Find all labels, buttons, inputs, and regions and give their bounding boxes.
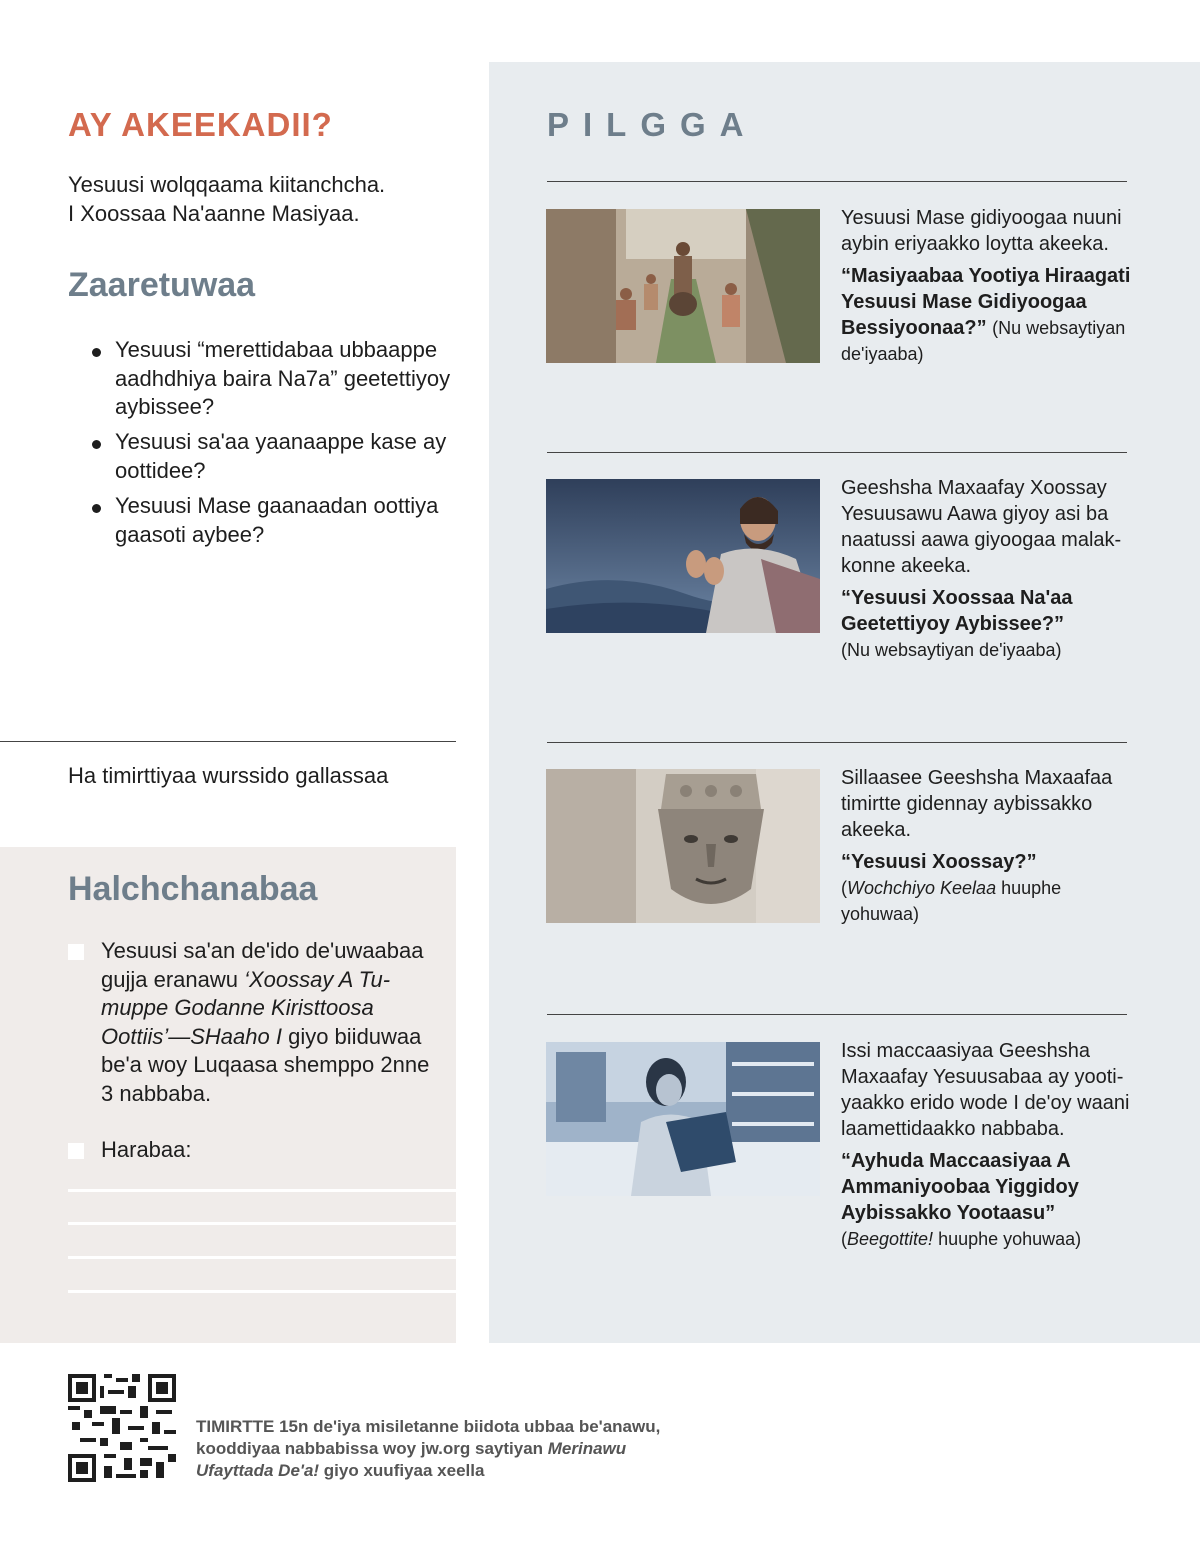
ask-title: AY AKEEKADII? <box>68 106 333 143</box>
resource-description: Issi maccaasiyaa Geeshsha Maxaafay Yesuusabaa ay yootiyaakko erido wode I de'oy waani laamettidaakko nabbaba. <box>841 1040 1130 1140</box>
practice-task-2: Harabaa: <box>101 1137 192 1162</box>
divider <box>0 741 456 742</box>
writing-line[interactable] <box>68 1290 456 1293</box>
practice-task-1 <box>101 937 431 1108</box>
resource-item <box>841 765 1131 927</box>
resource-description: Geeshsha Maxaafay Xoossay Yesuusawu Aawa giyoy asi ba naatussi aawa giyoogaa malakkonne akeeka. <box>841 477 1122 577</box>
intro-line-2: I Xoossaa Na'aanne Masiyaa. <box>68 201 360 226</box>
question-text: Yesuusi sa'aa yaanaappe kase ay oottidee? <box>115 429 447 483</box>
completion-date-label: Ha timirttiyaa wurssido gallassaa <box>68 763 389 788</box>
resource-link-title[interactable]: “Yesuusi Xoossaa Na'aa Geetettiyoy Aybissee?” <box>841 587 1073 635</box>
resource-item <box>841 475 1131 663</box>
resource-description: Yesuusi Mase gidiyoogaa nuuni aybin eriyaakko loytta akeeka. <box>841 207 1122 255</box>
divider <box>547 742 1127 743</box>
resource-source: (Nu websaytiyan de'iyaaba) <box>841 640 1062 660</box>
bullet-icon <box>92 440 101 449</box>
divider <box>547 1014 1127 1015</box>
resource-source: (Beegottite! huuphe yohuwaa) <box>841 1229 1082 1249</box>
resource-item <box>841 1038 1131 1252</box>
triumphal-entry-image[interactable] <box>546 209 820 363</box>
consider-title: Zaaretuwaa <box>68 266 256 304</box>
explore-title: PILGGA <box>547 106 758 143</box>
checkbox[interactable] <box>68 1143 84 1159</box>
woman-reading-image[interactable] <box>546 1042 820 1196</box>
question-text: Yesuusi Mase gaanaadan oottiya gaasoti aybee? <box>115 493 439 547</box>
footer-note: TIMIRTTE 15n de'iya misiletanne biidota ubbaa be'anawu, kooddiyaa nabbabissa woy jw.org saytiyan Merinawu Ufayttada De'a! giyo xuufiyaa xeella <box>196 1417 661 1480</box>
task-video-title: ‘Xoossay A Tumuppe Godanne Kiristtoosa Oottiis’—SHaaho I <box>101 966 391 1049</box>
bullet-icon <box>92 504 101 513</box>
writing-line[interactable] <box>68 1256 456 1259</box>
intro-line-1: Yesuusi wolqqaama kiitanchcha. <box>68 172 386 197</box>
task-text: Yesuusi sa'an de'ido de'uwaabaa gujja eranawu <box>101 938 424 992</box>
question-item <box>92 428 485 485</box>
bullet-icon <box>92 348 101 357</box>
resource-link-title[interactable]: “Yesuusi Xoossay?” <box>841 851 1037 873</box>
trinity-sculpture-image[interactable] <box>546 769 820 923</box>
resource-item <box>841 205 1131 367</box>
resource-link-title[interactable]: “Ayhuda Maccaasiyaa A Ammaniyoobaa Yiggidoy Aybissakko Yootaasu” <box>841 1150 1079 1224</box>
checkbox[interactable] <box>68 944 84 960</box>
resource-link-title[interactable]: “Masiyaabaa Yootiya Hiraagati Yesuusi Mase Gidiyoogaa Bessiyoonaa?” <box>841 265 1131 339</box>
resource-description: Sillaasee Geeshsha Maxaafaa timirtte gidennay aybissakko akeeka. <box>841 767 1113 841</box>
question-item <box>92 492 485 549</box>
resource-source: (Wochchiyo Keelaa huuphe yohuwaa) <box>841 878 1062 924</box>
divider <box>547 181 1127 182</box>
writing-line[interactable] <box>68 1222 456 1225</box>
writing-line[interactable] <box>68 1189 456 1192</box>
question-item <box>92 336 485 422</box>
divider <box>547 452 1127 453</box>
resource-source: (Nu websaytiyan de'iyaaba) <box>841 318 1126 364</box>
jesus-praying-image[interactable] <box>546 479 820 633</box>
practice-title: Halchchanabaa <box>68 870 318 908</box>
task-text: giyo biiduwaa be'a woy Luqaasa shemppo 2nne 3 nabbaba. <box>101 1023 430 1106</box>
question-text: Yesuusi “merettidabaa ubbaappe aadhdhiya baira Na7a” geetettiyoy aybissee? <box>115 337 451 419</box>
qr-code-icon[interactable] <box>68 1374 176 1482</box>
